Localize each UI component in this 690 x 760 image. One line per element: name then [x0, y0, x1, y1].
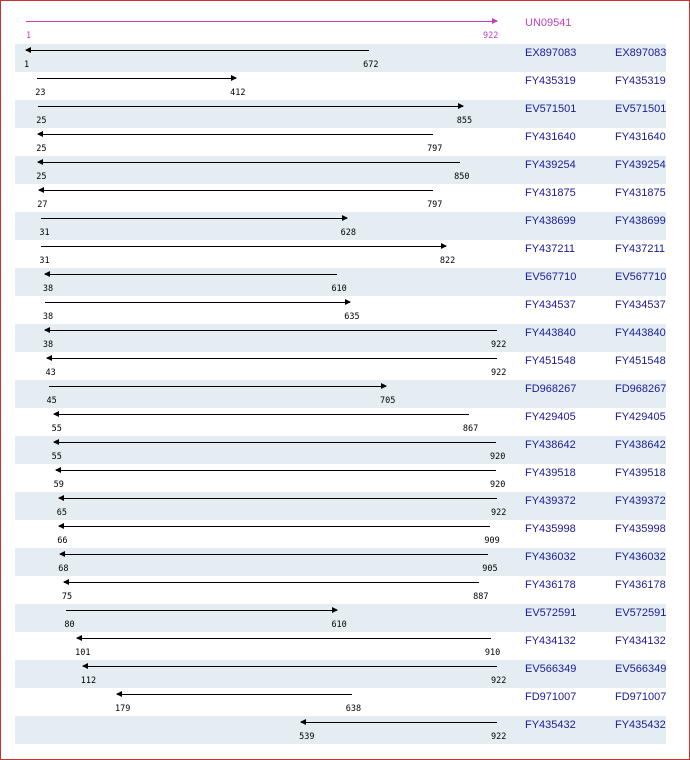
hit-id-link[interactable]: FY438699 — [525, 215, 576, 227]
hit-id-link[interactable]: EX897083 — [525, 47, 577, 59]
hit-start-label: 38 — [42, 312, 54, 322]
hit-accession-link[interactable]: FY435998 — [615, 523, 666, 535]
hit-accession-link[interactable]: FY438642 — [615, 439, 666, 451]
hit-id-link[interactable]: EV567710 — [525, 271, 577, 283]
hit-start-label: 31 — [39, 256, 50, 266]
hit-end-label: 920 — [489, 452, 506, 462]
hit-arrow — [41, 246, 446, 247]
hit-arrow — [38, 162, 460, 163]
hit-start-label: 25 — [36, 144, 47, 154]
hit-end-label: 705 — [380, 396, 396, 406]
hit-accession-link[interactable]: FY431640 — [615, 131, 666, 143]
hit-row — [15, 128, 666, 156]
hit-accession-link[interactable]: FY437211 — [615, 243, 665, 255]
hit-end-label: 922 — [491, 732, 507, 742]
hit-accession-link[interactable]: FY429405 — [615, 411, 666, 423]
hit-id-link[interactable]: FY439372 — [525, 495, 576, 507]
hit-end-label: 867 — [462, 424, 479, 434]
hit-start-label: 55 — [51, 424, 62, 434]
hit-end-label: 850 — [454, 172, 470, 182]
hit-arrow — [83, 666, 497, 667]
hit-row — [15, 100, 666, 128]
hit-end-label: 822 — [439, 256, 456, 266]
hit-start-label: 43 — [45, 368, 56, 378]
hit-start-label: 66 — [57, 536, 68, 546]
hit-arrow — [54, 442, 496, 443]
hit-end-label: 635 — [344, 312, 360, 322]
hit-id-link[interactable]: FD968267 — [525, 383, 577, 395]
hit-row — [15, 268, 666, 296]
hit-accession-link[interactable]: FY435319 — [615, 75, 666, 87]
hit-start-label: 1 — [24, 60, 30, 70]
hit-arrow — [45, 302, 350, 303]
hit-row — [15, 548, 666, 576]
hit-start-label: 31 — [39, 228, 50, 238]
hit-start-label: 75 — [61, 592, 73, 602]
hit-id-link[interactable]: EV566349 — [525, 663, 577, 675]
hit-arrow — [77, 638, 491, 639]
hit-row — [15, 352, 666, 380]
hit-row — [15, 324, 666, 352]
hit-row — [15, 380, 666, 408]
hit-id-link[interactable]: FY439254 — [525, 159, 576, 171]
hit-accession-link[interactable]: FY434537 — [615, 299, 666, 311]
hit-id-link[interactable]: FY435998 — [525, 523, 576, 535]
hit-start-label: 179 — [115, 704, 131, 714]
hit-id-link[interactable]: FY431640 — [525, 131, 576, 143]
hit-start-label: 45 — [46, 396, 57, 406]
hit-start-label: 55 — [51, 452, 62, 462]
hit-arrow — [56, 470, 496, 471]
hit-end-label: 628 — [340, 228, 356, 238]
hit-arrow — [26, 50, 369, 51]
hit-start-label: 80 — [64, 620, 75, 630]
hit-arrow — [60, 554, 488, 555]
hit-start-label: 23 — [35, 88, 46, 98]
hit-row — [15, 716, 666, 744]
hit-end-label: 910 — [484, 648, 501, 658]
hit-arrow — [59, 498, 497, 499]
hit-start-label: 539 — [299, 732, 315, 742]
hit-id-link[interactable]: FD971007 — [525, 691, 577, 703]
hit-row — [15, 72, 666, 100]
hit-row — [15, 520, 666, 548]
hit-id-link[interactable]: FY434537 — [525, 299, 576, 311]
hit-start-label: 59 — [53, 480, 64, 490]
query-end-label: 922 — [483, 31, 499, 41]
hit-end-label: 610 — [331, 284, 347, 294]
hit-id-link[interactable]: FY437211 — [525, 243, 575, 255]
hit-arrow — [38, 106, 462, 107]
hit-start-label: 25 — [36, 172, 47, 182]
hit-end-label: 412 — [230, 88, 246, 98]
query-id-label: UN09541 — [525, 17, 572, 29]
hit-accession-link[interactable]: EV572591 — [615, 607, 667, 619]
hit-end-label: 610 — [331, 620, 347, 630]
hit-row — [15, 240, 666, 268]
hit-accession-link[interactable]: FY435432 — [615, 719, 666, 731]
hit-end-label: 909 — [484, 536, 500, 546]
hit-accession-link[interactable]: FY439518 — [615, 467, 666, 479]
alignment-panel — [1, 1, 689, 759]
hit-accession-link[interactable]: FY431875 — [615, 187, 666, 199]
hit-id-link[interactable]: FY435432 — [525, 719, 576, 731]
hit-arrow — [49, 386, 387, 387]
hit-row — [15, 632, 666, 660]
hit-accession-link[interactable]: FY439372 — [615, 495, 666, 507]
hit-accession-link[interactable]: FY439254 — [615, 159, 666, 171]
hit-row — [15, 212, 666, 240]
hit-row — [15, 688, 666, 716]
hit-row — [15, 604, 666, 632]
query-arrow — [26, 21, 497, 22]
hit-start-label: 112 — [80, 676, 97, 686]
hit-row — [15, 408, 666, 436]
hit-start-label: 38 — [42, 340, 54, 350]
hit-start-label: 38 — [42, 284, 54, 294]
hit-accession-link[interactable]: FD971007 — [615, 691, 667, 703]
hit-end-label: 638 — [345, 704, 362, 714]
hit-id-link[interactable]: FY435319 — [525, 75, 576, 87]
hit-row — [15, 184, 666, 212]
hit-start-label: 27 — [37, 200, 48, 210]
hit-arrow — [301, 722, 497, 723]
hit-arrow — [117, 694, 352, 695]
hit-row — [15, 296, 666, 324]
hit-start-label: 101 — [75, 648, 91, 658]
hit-id-link[interactable]: FY443840 — [525, 327, 576, 339]
hit-arrow — [38, 134, 433, 135]
hit-end-label: 855 — [456, 116, 473, 126]
hit-accession-link[interactable]: FY434132 — [615, 635, 666, 647]
hit-accession-link[interactable]: EV571501 — [615, 103, 667, 115]
hit-accession-link[interactable]: FY438699 — [615, 215, 666, 227]
query-start-label: 1 — [26, 31, 32, 41]
hit-arrow — [45, 274, 338, 275]
hit-id-link[interactable]: FY429405 — [525, 411, 576, 423]
hit-end-label: 920 — [489, 480, 506, 490]
hit-accession-link[interactable]: FY451548 — [615, 355, 666, 367]
hit-end-label: 672 — [363, 60, 379, 70]
hit-arrow — [37, 78, 236, 79]
hit-id-link[interactable]: FY434132 — [525, 635, 576, 647]
hit-row — [15, 464, 666, 492]
hit-id-link[interactable]: FY438642 — [525, 439, 576, 451]
hit-arrow — [54, 414, 469, 415]
hit-accession-link[interactable]: EV567710 — [615, 271, 667, 283]
hit-arrow — [59, 526, 490, 527]
hit-start-label: 25 — [36, 116, 47, 126]
hit-row — [15, 44, 666, 72]
hit-end-label: 797 — [427, 200, 443, 210]
hit-id-link[interactable]: EV572591 — [525, 607, 577, 619]
hit-accession-link[interactable]: FY436178 — [615, 579, 666, 591]
hit-arrow — [45, 330, 497, 331]
hit-accession-link[interactable]: FY436032 — [615, 551, 666, 563]
hit-arrow — [64, 582, 479, 583]
hit-end-label: 922 — [491, 340, 507, 350]
hit-id-link[interactable]: FY451548 — [525, 355, 576, 367]
hit-id-link[interactable]: FY439518 — [525, 467, 576, 479]
hit-row — [15, 660, 666, 688]
hit-end-label: 922 — [491, 368, 507, 378]
hit-accession-link[interactable]: EV566349 — [615, 663, 667, 675]
hit-start-label: 68 — [58, 564, 69, 574]
hit-arrow — [47, 358, 497, 359]
hit-end-label: 922 — [491, 676, 507, 686]
hit-row — [15, 436, 666, 464]
hit-end-label: 887 — [473, 592, 489, 602]
hit-arrow — [39, 190, 433, 191]
hit-arrow — [66, 610, 337, 611]
hit-row — [15, 576, 666, 604]
hit-accession-link[interactable]: FD968267 — [615, 383, 667, 395]
hit-arrow — [41, 218, 346, 219]
hit-row — [15, 492, 666, 520]
hit-id-link[interactable]: FY431875 — [525, 187, 576, 199]
hit-id-link[interactable]: FY436032 — [525, 551, 576, 563]
hit-accession-link[interactable]: FY443840 — [615, 327, 666, 339]
hit-start-label: 65 — [56, 508, 67, 518]
hit-end-label: 797 — [427, 144, 443, 154]
hit-id-link[interactable]: EV571501 — [525, 103, 577, 115]
hit-id-link[interactable]: FY436178 — [525, 579, 576, 591]
hit-end-label: 905 — [482, 564, 498, 574]
hit-accession-link[interactable]: EX897083 — [615, 47, 667, 59]
hit-end-label: 922 — [491, 508, 507, 518]
hit-row — [15, 156, 666, 184]
